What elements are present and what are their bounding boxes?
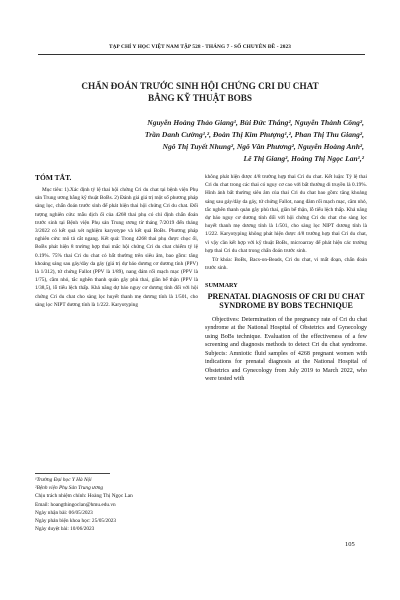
- abstract-en-paragraph: Objectives: Determination of the pregnancy rate of Cri du chat syndrome at the National Hospital of Obstetrics and Gynecology using BoBs technique. Evaluation of the effectiveness of a few screening and diagnosis methods to detect Cri du chat syndrome. Subjects: Amniotic fluid samples of 4268 pregnant women with indications for prenatal diagnosis at the National Hospital of Obstetrics and Gynecology from July 2019 to March 2022, who were tested with: [205, 316, 367, 383]
- footnote-rule: [35, 473, 110, 474]
- title-line-1: CHẨN ĐOÁN TRƯỚC SINH HỘI CHỨNG CRI DU CHAT: [81, 81, 319, 91]
- author-list: [52, 117, 364, 165]
- footnote-reviewed: Ngày phản biện khoa học: 25/05/2023: [35, 518, 117, 525]
- footnotes: [35, 476, 198, 533]
- footnote-affiliation-2: ²Bệnh viện Phụ Sản Trung ương: [35, 485, 104, 492]
- author-line: Nguyễn Hoàng Thảo Giang¹, Bùi Đức Thắng², Nguyễn Thành Công²,: [147, 118, 364, 127]
- footnote-accepted: Ngày duyệt bài: 10/06/2023: [35, 526, 95, 533]
- english-title: PRENATAL DIAGNOSIS OF CRI DU CHAT SYNDROME BY BOBS TECHNIQUE: [207, 291, 365, 311]
- article-title: [40, 80, 360, 104]
- abstract-vn-paragraph: Mục tiêu: 1).Xác định tỷ lệ thai hội chứng Cri du chat tại bệnh viện Phụ sản Trung ương bằng kỹ thuật BoBs. 2) Đánh giá giá trị một số phương pháp sàng lọc, chẩn đoán trước sinh để phát hiện thai hội chứng Cri du chat. Đối tượng nghiên cứu: mẫu dịch ối của 4268 thai phụ có chỉ định chẩn đoán trước sinh tại Bệnh viện Phụ sản Trung ương từ tháng 7/2019 đến tháng 3/2022 có kết quả xét nghiệm karyotype và kết quả BoBs. Phương pháp nghiên cứu: mô tả cắt ngang. Kết quả: Trong 4268 thai phụ được chọc ối, BoBs phát hiện 8 trường hợp thai mắc hội chứng Cri du chat chiếm tỷ lệ 0.19%. 75% thai Cri du chat có bất thường trên siêu âm, bao gồm: tăng khoảng sáng sau gáy/dày da gáy (giá trị dự báo dương cơ dương tính (PPV) là 1/312), tứ chứng Fallot (PPV là 1/89), nang đám rối mạch mạc (PPV là 1/75), cầm nhỏ, tắc nghẽn thanh quản gây phù thai, giãn bể thận (PPV là 1/38,5), lỗ tiểu lệch thấp. Khả năng dự báo nguy cơ dương tính đối với hội chứng Cri du chat cho sàng lọc huyết thanh mẹ dương tính là 1/501, cho sàng lọc NIPT dương tính là 1/222. Karyotyping: [35, 187, 198, 308]
- author-line: Ngô Thị Tuyết Nhung², Ngô Văn Phương², Nguyễn Hoàng Anh²,: [162, 142, 364, 151]
- header-rule: [38, 54, 365, 55]
- footnote-affiliation-1: ¹Trường Đại học Y Hà Nội: [35, 477, 92, 483]
- journal-header: TẠP CHÍ Y HỌC VIỆT NAM TẬP 528 - THÁNG 7 - SỐ CHUYÊN ĐỀ - 2023: [109, 44, 291, 50]
- footnote-corresponding: Chịu trách nhiệm chính: Hoàng Thị Ngọc Lan: [35, 493, 133, 500]
- title-line-2: BẰNG KỸ THUẬT BOBS: [147, 93, 253, 103]
- summary-header: SUMMARY: [205, 282, 238, 290]
- footnote-email: Email: hoangthingoclan@hmu.edu.vn: [35, 501, 116, 508]
- left-column: [35, 173, 198, 309]
- right-column: [205, 173, 367, 384]
- author-line: Trần Danh Cường¹,², Đoàn Thị Kim Phượng¹,², Phan Thị Thu Giang²,: [144, 130, 364, 139]
- page-number: 105: [345, 541, 355, 548]
- author-line: Lê Thị Giang², Hoàng Thị Ngọc Lan¹,²: [243, 154, 364, 163]
- abstract-vn-continued: không phát hiện được 4/8 trường hợp thai Cri du chat. Kết luận: Tỷ lệ thai Cri du chat trong các thai có nguy cơ cao với bất thường di truyền là 0.19%. Hình ảnh bất thường siêu âm của thai Cri du chat bao gồm: tăng khoảng sáng sau gáy/dày da gáy, tứ chứng Fallot, nang đám rối mạch mạc, cằm nhỏ, tắc nghẽn thanh quản gây phù thai, giãn bể thận, lỗ tiểu lệch thấp. Khả năng dự báo nguy cơ dương tính đối với hội chứng Cri du chat cho sàng lọc huyết thanh mẹ dương tính là 1/501, cho sàng lọc NIPT dương tính là 1/222. Karyotyping không phát hiện được 4/8 trường hợp thai Cri du chat, vì vậy cần kết hợp với kỹ thuật BoBs, microarray để phát hiện các trường hợp thai Cri du chat trong chẩn đoán trước sinh.: [205, 174, 367, 254]
- summary-title: TÓM TẮT.: [35, 173, 72, 182]
- keywords: Từ khóa: BoBs, Bacs-on-Beads, Cri du chat, vi mất đoạn, chẩn đoán trước sinh.: [205, 257, 367, 272]
- footnote-received: Ngày nhận bài: 06/05/2023: [35, 509, 93, 516]
